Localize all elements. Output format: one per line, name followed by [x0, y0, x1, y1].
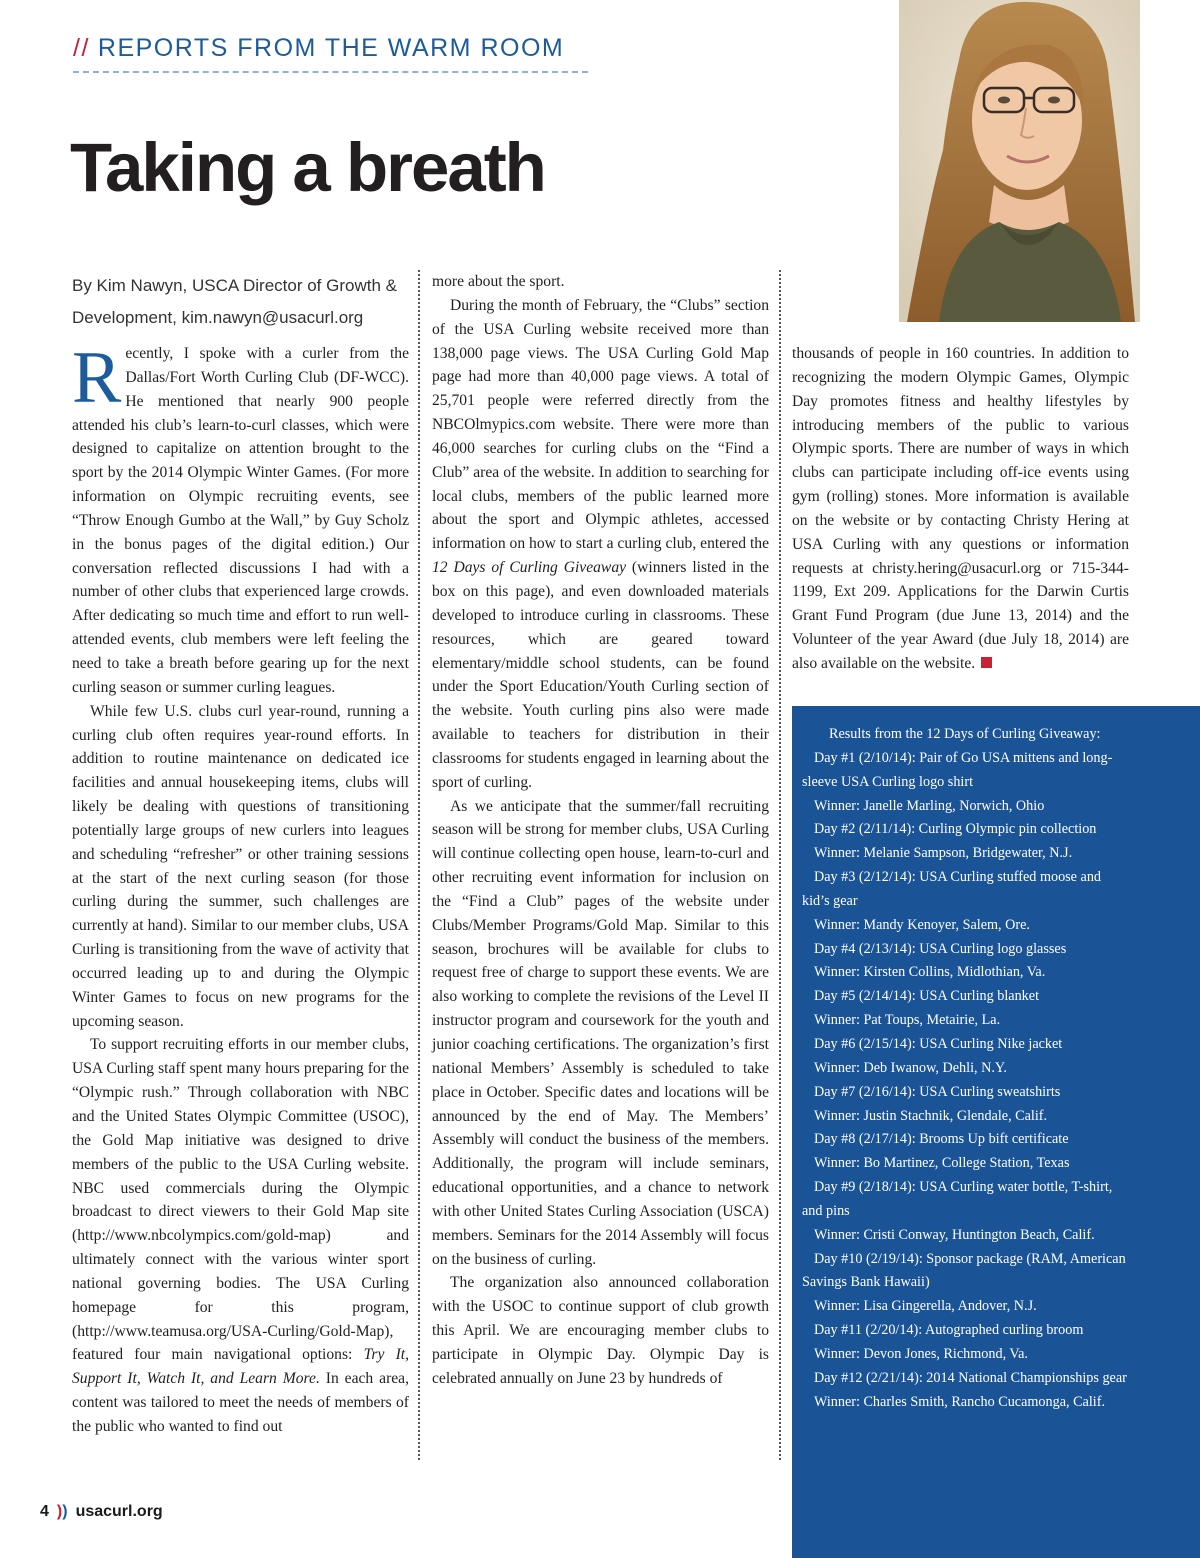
sidebar-winner: Winner: Lisa Gingerella, Andover, N.J.	[814, 1298, 1037, 1315]
sidebar-winner: Winner: Bo Martinez, College Station, Texas	[814, 1155, 1070, 1172]
sidebar-day-prize: Day #1 (2/10/14): Pair of Go USA mittens and long-sleeve USA Curling logo shirt	[802, 749, 1113, 790]
article-paragraph	[432, 294, 769, 795]
article-paragraph	[72, 337, 409, 700]
column-divider-1	[418, 270, 420, 1460]
sidebar-day-prize: Day #3 (2/12/14): USA Curling stuffed moose and kid’s gear	[802, 869, 1102, 909]
giveaway-results-sidebar	[792, 706, 1200, 1558]
sidebar-day-prize: Day #10 (2/19/14): Sponsor package (RAM, American Savings Bank Hawaii)	[802, 1250, 1126, 1291]
sidebar-day-prize: Day #12 (2/21/14): 2014 National Championships gear	[814, 1369, 1127, 1386]
sidebar-day-prize: Day #11 (2/20/14): Autographed curling broom	[814, 1322, 1084, 1339]
author-photo	[899, 0, 1140, 322]
byline: By Kim Nawyn, USCA Director of Growth & Development, kim.nawyn@usacurl.org	[72, 276, 397, 327]
article-paragraph	[792, 342, 1129, 676]
section-divider	[73, 71, 588, 73]
article-paragraph	[72, 1033, 409, 1438]
article-column-3	[792, 342, 1129, 676]
giveaway-results-list	[802, 723, 1129, 1414]
sidebar-day-prize: Day #4 (2/13/14): USA Curling logo glasses	[814, 940, 1067, 957]
sidebar-day-prize: Day #9 (2/18/14): USA Curling water bottle, T-shirt, and pins	[802, 1179, 1113, 1219]
page-number: 4	[40, 1503, 49, 1520]
paragraph-text: (winners listed in the box on this page), and even downloaded materials developed to introduce curling in classrooms. These resources, which are geared toward elementary/middle school students, can be found under the Sport Education/Youth Curling section of the website. Youth curling pins also were made available to teachers for distribution in their classrooms for students engaged in learning about the sport of curling.	[432, 559, 769, 791]
paragraph-text: In each area, content was tailored to meet the needs of members of the public who wanted to find out	[72, 1370, 409, 1435]
sidebar-day-prize: Day #6 (2/15/14): USA Curling Nike jacket	[814, 1035, 1063, 1052]
paragraph-text: thousands of people in 160 countries. In addition to recognizing the modern Olympic Games, Olympic Day promotes fitness and healthy lifestyles by introducing members of the public to various Olympic sports. There are number of ways in which clubs can participate including off-ice events using gym (rolling) stones. More information is available on the website or by contacting Christy Hering at USA Curling with any questions or information requests at christy.hering@usacurl.org or 715-344-1199, Ext 209. Applications for the Darwin Curtis Grant Fund Program (due June 13, 2014) and the Volunteer of the year Award (due July 18, 2014) are also available on the website.	[792, 345, 1129, 672]
navigation-options-italic: Try It, Support It, Watch It, and Learn More.	[72, 1346, 410, 1388]
sidebar-winner: Winner: Janelle Marling, Norwich, Ohio	[814, 797, 1045, 814]
sidebar-title: Results from the 12 Days of Curling Giveaway:	[829, 726, 1101, 742]
page-footer	[40, 1503, 163, 1521]
sidebar-day-prize: Day #7 (2/16/14): USA Curling sweatshirts	[814, 1083, 1061, 1100]
sidebar-winner: Winner: Kirsten Collins, Midlothian, Va.	[814, 964, 1046, 981]
section-label: REPORTS FROM THE WARM ROOM	[97, 34, 565, 62]
sidebar-winner: Winner: Charles Smith, Rancho Cucamonga, Calif.	[814, 1393, 1106, 1410]
article-headline: Taking a breath	[70, 129, 545, 206]
paragraph-text: To support recruiting efforts in our member clubs, USA Curling staff spent many hours preparing for the “Olympic rush.” Through collaboration with NBC and the United States Olympic Committee (USOC), the Gold Map initiative was designed to drive members of the public to the USA Curling website. NBC used commercials during the Olympic broadcast to direct viewers to their Gold Map site (http://www.nbcolympics.com/gold-map) and ultimately connect with the various winter sport national governing bodies. The USA Curling homepage for this program, (http://www.teamusa.org/USA-Curling/Gold-Map), featured four main navigational options:	[72, 1036, 409, 1364]
section-header	[73, 34, 588, 63]
sidebar-winner: Winner: Melanie Sampson, Bridgewater, N.J.	[814, 845, 1073, 862]
article-paragraph: While few U.S. clubs curl year-round, running a curling club often requires year-round efforts. In addition to routine maintenance on dedicated ice facilities and annual housekeeping items, clubs will likely be dealing with questions of transitioning potentially large groups of new curlers into leagues and scheduling “refresher” or other training sessions at the start of the next curling season (for those curling during the summer, such challenges are currently at hand). Similar to our member clubs, USA Curling is transitioning from the wave of activity that occurred leading up to and during the Olympic Winter Games to focus on new programs for the upcoming season.	[72, 702, 409, 1030]
sidebar-day-prize: Day #2 (2/11/14): Curling Olympic pin collection	[814, 821, 1097, 838]
sidebar-day-prize: Day #8 (2/17/14): Brooms Up bift certificate	[814, 1131, 1069, 1148]
sidebar-winner: Winner: Cristi Conway, Huntington Beach, Calif.	[814, 1226, 1095, 1243]
sidebar-winner: Winner: Devon Jones, Richmond, Va.	[814, 1345, 1028, 1362]
sidebar-winner: Winner: Mandy Kenoyer, Salem, Ore.	[814, 916, 1030, 933]
sidebar-winner: Winner: Deb Iwanow, Dehli, N.Y.	[814, 1059, 1007, 1076]
section-slashes: //	[73, 34, 90, 62]
footer-paren-red: )	[56, 1503, 63, 1520]
footer-site: usacurl.org	[75, 1503, 163, 1520]
article-paragraph: more about the sport.	[432, 273, 565, 290]
column-divider-2	[779, 270, 781, 1460]
author-portrait-illustration	[899, 0, 1140, 322]
drop-cap: R	[72, 337, 122, 419]
end-of-article-mark	[981, 657, 992, 668]
sidebar-winner: Winner: Justin Stachnik, Glendale, Calif.	[814, 1107, 1048, 1124]
article-column-2	[432, 270, 769, 1391]
sidebar-day-prize: Day #5 (2/14/14): USA Curling blanket	[814, 988, 1040, 1005]
article-column-1	[72, 337, 410, 1439]
giveaway-name-italic: 12 Days of Curling Giveaway	[432, 559, 627, 577]
article-paragraph: As we anticipate that the summer/fall recruiting season will be strong for member clubs, USA Curling will continue collecting open house, learn-to-curl and other recruiting event information for inclusion on the “Find a Club” pages of the website under Clubs/Member Programs/Gold Map. Similar to this season, brochures will be available for clubs to request free of charge to support these events. We are also working to complete the revisions of the Level II instructor program and coursework for the youth and junior coaching certifications. The organization’s first national Members’ Assembly is scheduled to take place in October. Specific dates and locations will be announced by the end of May. The Members’ Assembly will conduct the business of the members. Additionally, the program will include seminars, educational opportunities, and a chance to network with other United States Curling Association (USCA) members. Seminars for the 2014 Assembly will focus on the business of curling.	[432, 797, 769, 1268]
article-paragraph: The organization also announced collaboration with the USOC to continue support of club growth this April. We are encouraging member clubs to participate in Olympic Day. Olympic Day is celebrated annually on June 23 by hundreds of	[432, 1274, 769, 1387]
sidebar-winner: Winner: Pat Toups, Metairie, La.	[814, 1012, 1001, 1029]
footer-paren-blue: )	[62, 1503, 68, 1520]
paragraph-text: During the month of February, the “Clubs” section of the USA Curling website received more than 138,000 page views. The USA Curling Gold Map page had more than 40,000 page views. A total of 25,701 people were referred directly from the NBCOlmypics.com website. There were more than 46,000 searches for curling clubs on the “Find a Club” area of the website. In addition to searching for local clubs, members of the public learned more about the sport and Olympic athletes, accessed information on how to start a curling club, entered the	[432, 296, 769, 553]
paragraph-text: ecently, I spoke with a curler from the Dallas/Fort Worth Curling Club (DF-WCC). He mentioned that nearly 900 people attended his club’s learn-to-curl classes, which were designed to capitalize on attention brought to the sport by the 2014 Olympic Winter Games. (For more information on Olympic recruiting events, see “Throw Enough Gumbo at the Wall,” by Guy Scholz in the bonus pages of the digital edition.) Our conversation reflected discussions I had with a number of other clubs that experienced large crowds. After dedicating so much time and effort to run well-attended events, club members were left feeling the need to take a breath before gearing up for the next curling season or summer curling leagues.	[72, 345, 409, 696]
